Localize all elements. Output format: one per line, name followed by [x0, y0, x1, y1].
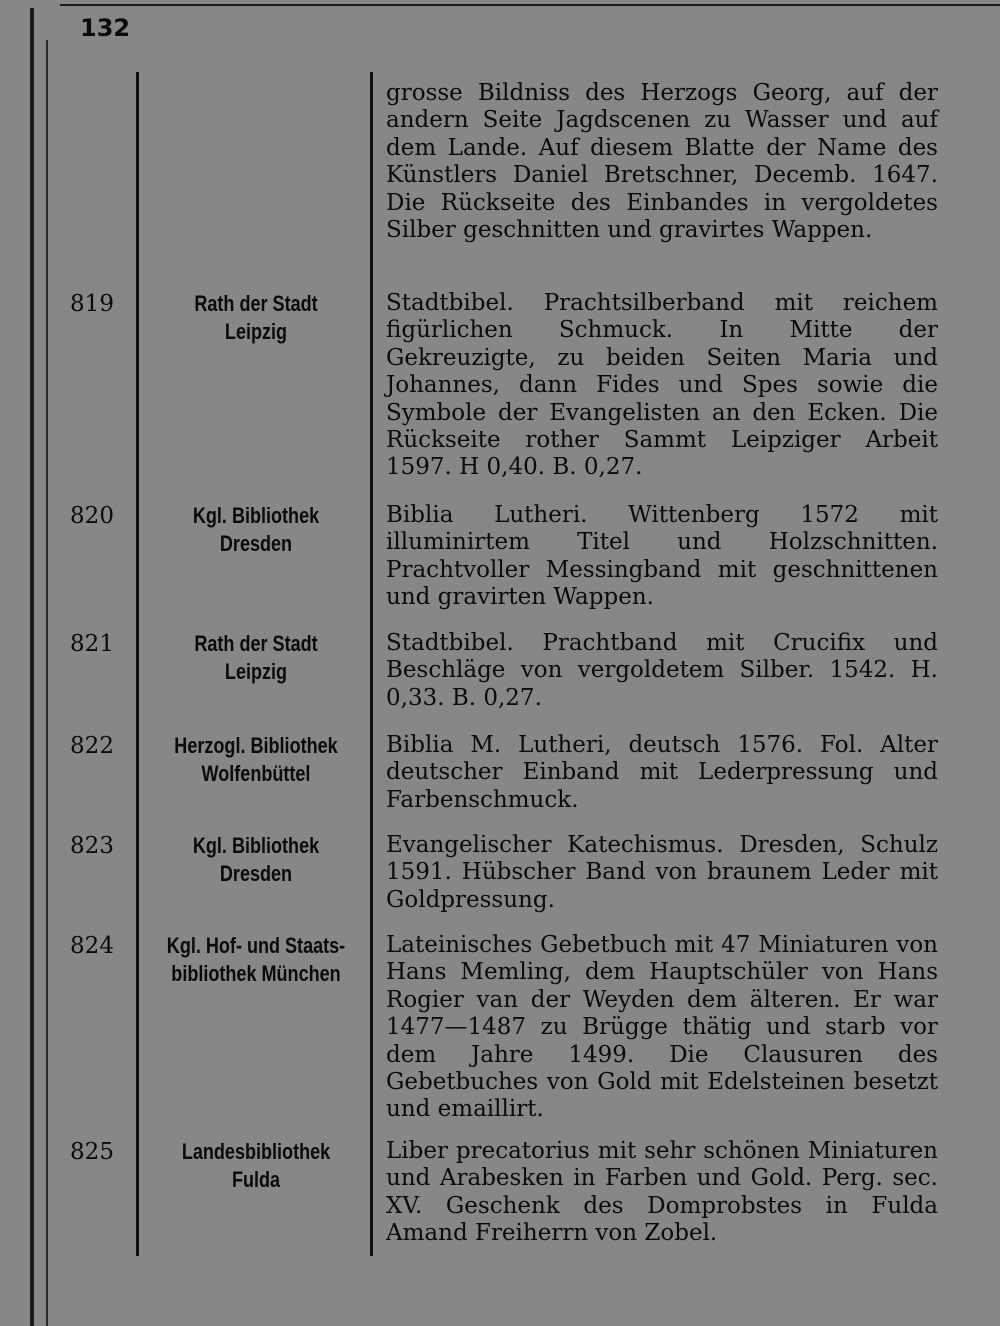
- entry-owner: Kgl. Bibliothek Dresden: [192, 833, 320, 886]
- entry-number: 820: [70, 503, 114, 529]
- entry-description: Evangelischer Katechismus. Dresden, Schulz 1591. Hübscher Band von braunem Leder mit Goldpressung.: [386, 832, 938, 913]
- entry-description: Biblia M. Lutheri, deutsch 1576. Fol. Alter deutscher Einband mit Lederpressung und Farbenschmuck.: [386, 732, 938, 813]
- entry-owner: Kgl. Hof- und Staats- bibliothek München: [166, 933, 346, 986]
- entry-number: 819: [70, 291, 114, 317]
- entry-number: 821: [70, 631, 114, 657]
- page-edge-left: [30, 8, 34, 1326]
- entry-number: 822: [70, 733, 114, 759]
- entry-owner: Landesbibliothek Fulda: [181, 1139, 331, 1192]
- entry-description: Lateinisches Gebetbuch mit 47 Miniaturen von Hans Memling, dem Hauptschüler von Hans Rogier van der Weyden dem älteren. Er war 1477—1487 zu Brügge thätig und starb vor dem Jahre 1499. Die Clausuren des Gebetbuches von Gold mit Edelsteinen besetzt und emaillirt.: [386, 932, 938, 1123]
- entry-description: Liber precatorius mit sehr schönen Miniaturen und Arabesken in Farben und Gold. Perg. sec. XV. Geschenk des Domprobstes in Fulda Amand Freiherrn von Zobel.: [386, 1138, 938, 1247]
- entry-owner: Kgl. Bibliothek Dresden: [192, 503, 320, 556]
- entry-owner: Rath der Stadt Leipzig: [194, 631, 318, 684]
- column-rule-left: [136, 72, 139, 1256]
- continuation-text: grosse Bildniss des Herzogs Georg, auf der andern Seite Jagdscenen zu Wasser und auf dem Lande. Auf diesem Blatte der Name des Künstlers Daniel Bretschner, Decemb. 1647. Die Rückseite des Einbandes in vergoldetes Silber geschnitten und gravirtes Wappen.: [386, 80, 938, 244]
- entry-number: 824: [70, 933, 114, 959]
- entry-description: Stadtbibel. Prachtband mit Crucifix und Beschläge von vergoldetem Silber. 1542. H. 0,33. B. 0,27.: [386, 630, 938, 711]
- entry-owner: Rath der Stadt Leipzig: [194, 291, 318, 344]
- column-rule-right: [370, 72, 373, 1256]
- entry-description: Biblia Lutheri. Wittenberg 1572 mit illuminirtem Titel und Holzschnitten. Prachtvoller Messingband mit geschnittenen und gravirten Wappen.: [386, 502, 938, 611]
- entry-number: 823: [70, 833, 114, 859]
- entry-description: Stadtbibel. Prachtsilberband mit reichem figürlichen Schmuck. In Mitte der Gekreuzigte, zu beiden Seiten Maria und Johannes, dann Fides und Spes sowie die Symbole der Evangelisten an den Ecken. Die Rückseite rother Sammt Leipziger Arbeit 1597. H 0,40. B. 0,27.: [386, 290, 938, 481]
- page-number: 132: [80, 14, 131, 42]
- entry-number: 825: [70, 1139, 114, 1165]
- entry-owner: Herzogl. Bibliothek Wolfenbüttel: [174, 733, 338, 786]
- page-edge-inner: [46, 40, 48, 1326]
- page-edge-top: [60, 4, 1000, 6]
